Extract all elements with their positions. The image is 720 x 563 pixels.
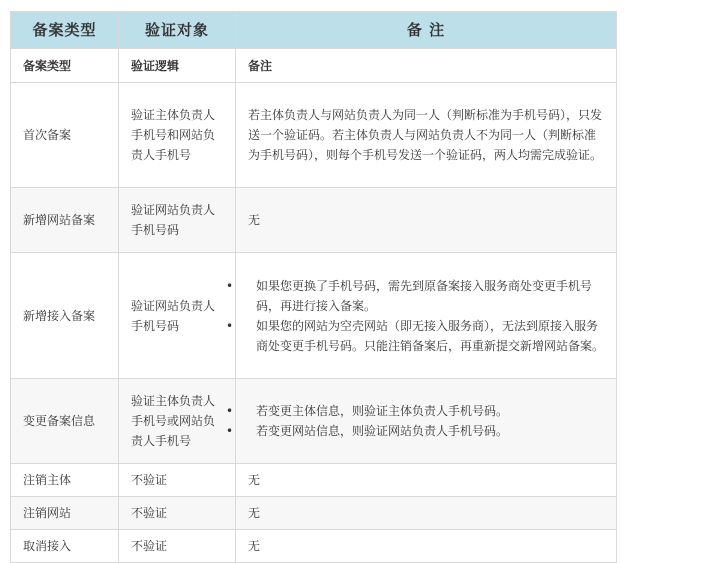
remarks-bullet-list xyxy=(226,401,604,441)
remarks-bullet-item xyxy=(226,316,605,356)
cell-verification-logic: 验证主体负责人手机号或网站负责人手机号 xyxy=(119,379,236,464)
header-verification-target: 验证对象 xyxy=(119,12,236,49)
cell-verification-logic: 验证主体负责人手机号和网站负责人手机号 xyxy=(119,83,236,188)
bullet-text: 若变更网站信息，则验证网站负责人手机号码。 xyxy=(256,424,509,438)
bullet-text: 如果您的网站为空壳网站（即无接入服务商），无法到原接入服务商处变更手机号码。只能注销备案后，再重新提交新增网站备案。 xyxy=(256,318,605,353)
remarks-bullet-item xyxy=(226,276,604,316)
cell-remarks: 无 xyxy=(236,497,617,530)
table-row xyxy=(11,379,617,464)
bullet-icon: • xyxy=(226,278,234,293)
table-header-row xyxy=(11,12,617,49)
cell-verification-logic: 不验证 xyxy=(119,464,236,497)
cell-filing-type: 首次备案 xyxy=(11,83,119,188)
cell-filing-type: 新增网站备案 xyxy=(11,188,119,253)
filing-verification-table-container xyxy=(10,11,616,563)
bullet-icon: • xyxy=(226,404,234,418)
cell-filing-type: 取消接入 xyxy=(11,530,119,563)
remarks-bullet-list xyxy=(226,276,605,356)
cell-remarks: 无 xyxy=(236,464,617,497)
subheader-filing-type: 备案类型 xyxy=(11,49,119,83)
cell-remarks: 无 xyxy=(236,530,617,563)
cell-filing-type: 注销主体 xyxy=(11,464,119,497)
cell-remarks: 若主体负责人与网站负责人为同一人（判断标准为手机号码），只发送一个验证码。若主体负责人与网站负责人不为同一人（判断标准为手机号码），则每个手机号发送一个验证码，两人均需完成验证。 xyxy=(236,83,617,188)
bullet-icon: • xyxy=(226,424,234,438)
cell-remarks xyxy=(226,253,617,379)
cell-remarks: 无 xyxy=(236,188,617,253)
table-row xyxy=(11,188,617,253)
table-row xyxy=(11,253,617,379)
bullet-icon: • xyxy=(226,318,234,333)
cell-remarks xyxy=(226,379,617,464)
filing-verification-table xyxy=(10,11,617,563)
subheader-verification-logic: 验证逻辑 xyxy=(119,49,236,83)
cell-verification-logic: 不验证 xyxy=(119,497,236,530)
table-row xyxy=(11,464,617,497)
cell-verification-logic: 验证网站负责人手机号码 xyxy=(119,188,236,253)
bullet-text: 若变更主体信息，则验证主体负责人手机号码。 xyxy=(256,404,509,418)
header-remarks: 备 注 xyxy=(236,12,617,49)
subheader-remarks: 备注 xyxy=(236,49,617,83)
cell-filing-type: 新增接入备案 xyxy=(11,253,119,379)
cell-filing-type: 变更备案信息 xyxy=(11,379,119,464)
cell-verification-logic: 不验证 xyxy=(119,530,236,563)
cell-filing-type: 注销网站 xyxy=(11,497,119,530)
cell-verification-logic: 验证网站负责人手机号码 xyxy=(119,253,236,379)
table-row xyxy=(11,497,617,530)
header-filing-type: 备案类型 xyxy=(11,12,119,49)
remarks-bullet-item xyxy=(226,421,604,441)
table-row xyxy=(11,83,617,188)
table-subheader-row xyxy=(11,49,617,83)
table-row xyxy=(11,530,617,563)
bullet-text: 如果您更换了手机号码，需先到原备案接入服务商处变更手机号码，再进行接入备案。 xyxy=(256,278,593,313)
remarks-bullet-item xyxy=(226,401,604,421)
